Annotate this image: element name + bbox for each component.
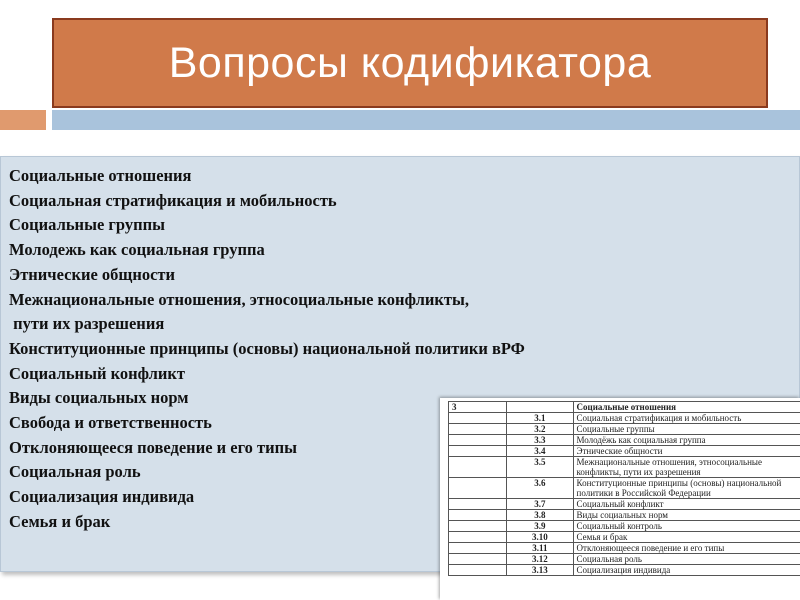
topic-item: Молодежь как социальная группа (9, 240, 265, 260)
row-text: Семья и брак (573, 532, 800, 543)
topic-item: Свобода и ответственность (9, 413, 212, 433)
table-row (449, 532, 800, 543)
table-row (449, 499, 800, 510)
row-code: 3.7 (507, 499, 573, 510)
table-row (449, 554, 800, 565)
codifier-table-image (440, 398, 800, 600)
table-row (449, 413, 800, 424)
table-row (449, 402, 800, 413)
row-text: Межнациональные отношения, этносоциальные конфликты, пути их разрешения (573, 457, 800, 478)
row-code: 3.2 (507, 424, 573, 435)
table-row (449, 457, 800, 478)
topic-item: Социальная стратификация и мобильность (9, 190, 337, 210)
topic-item: Социальная роль (9, 462, 141, 482)
slide-title: Вопросы кодификатора (168, 38, 652, 87)
row-text: Социальная роль (573, 554, 800, 565)
topic-item: Конституционные принципы (основы) национальной политики вРФ (9, 338, 525, 358)
topic-item: Социальный конфликт (9, 363, 186, 383)
section-header: Социальные отношения (573, 402, 800, 413)
row-code: 3.10 (507, 532, 573, 543)
topic-item: Виды социальных норм (9, 388, 189, 408)
row-code: 3.4 (507, 446, 573, 457)
title-banner (52, 18, 768, 108)
row-text: Социальная стратификация и мобильность (573, 413, 800, 424)
row-code: 3.9 (507, 521, 573, 532)
table-row (449, 510, 800, 521)
row-text: Конституционные принципы (основы) национальной политики в Российской Федерации (573, 478, 800, 499)
topic-item: Социальные отношения (9, 166, 192, 185)
row-text: Отклоняющееся поведение и его типы (573, 543, 800, 554)
row-text: Молодёжь как социальная группа (573, 435, 800, 446)
topic-item: Межнациональные отношения, этносоциальные конфликты, (9, 289, 469, 309)
table-row (449, 424, 800, 435)
row-text: Виды социальных норм (573, 510, 800, 521)
codifier-table (448, 401, 800, 576)
row-code: 3.12 (507, 554, 573, 565)
table-row (449, 435, 800, 446)
row-code: 3.6 (507, 478, 573, 499)
row-code: 3.13 (507, 565, 573, 576)
table-row (449, 521, 800, 532)
section-number: 3 (449, 402, 507, 413)
row-text: Социальный контроль (573, 521, 800, 532)
topic-item: Этнические общности (9, 264, 176, 284)
row-text: Социальный конфликт (573, 499, 800, 510)
table-row (449, 446, 800, 457)
row-code: 3.1 (507, 413, 573, 424)
row-text: Этнические общности (573, 446, 800, 457)
row-text: Социализация индивида (573, 565, 800, 576)
row-code: 3.5 (507, 457, 573, 478)
topic-item: пути их разрешения (9, 314, 165, 334)
table-row (449, 543, 800, 554)
accent-bar (52, 110, 800, 130)
topic-item: Социальные группы (9, 215, 165, 235)
table-row (449, 478, 800, 499)
row-code: 3.8 (507, 510, 573, 521)
table-row (449, 565, 800, 576)
accent-square (0, 110, 46, 130)
row-code: 3.3 (507, 435, 573, 446)
topic-item: Отклоняющееся поведение и его типы (9, 437, 298, 457)
topic-item: Семья и брак (9, 511, 111, 531)
row-text: Социальные группы (573, 424, 800, 435)
row-code: 3.11 (507, 543, 573, 554)
topic-item: Социализация индивида (9, 487, 195, 507)
